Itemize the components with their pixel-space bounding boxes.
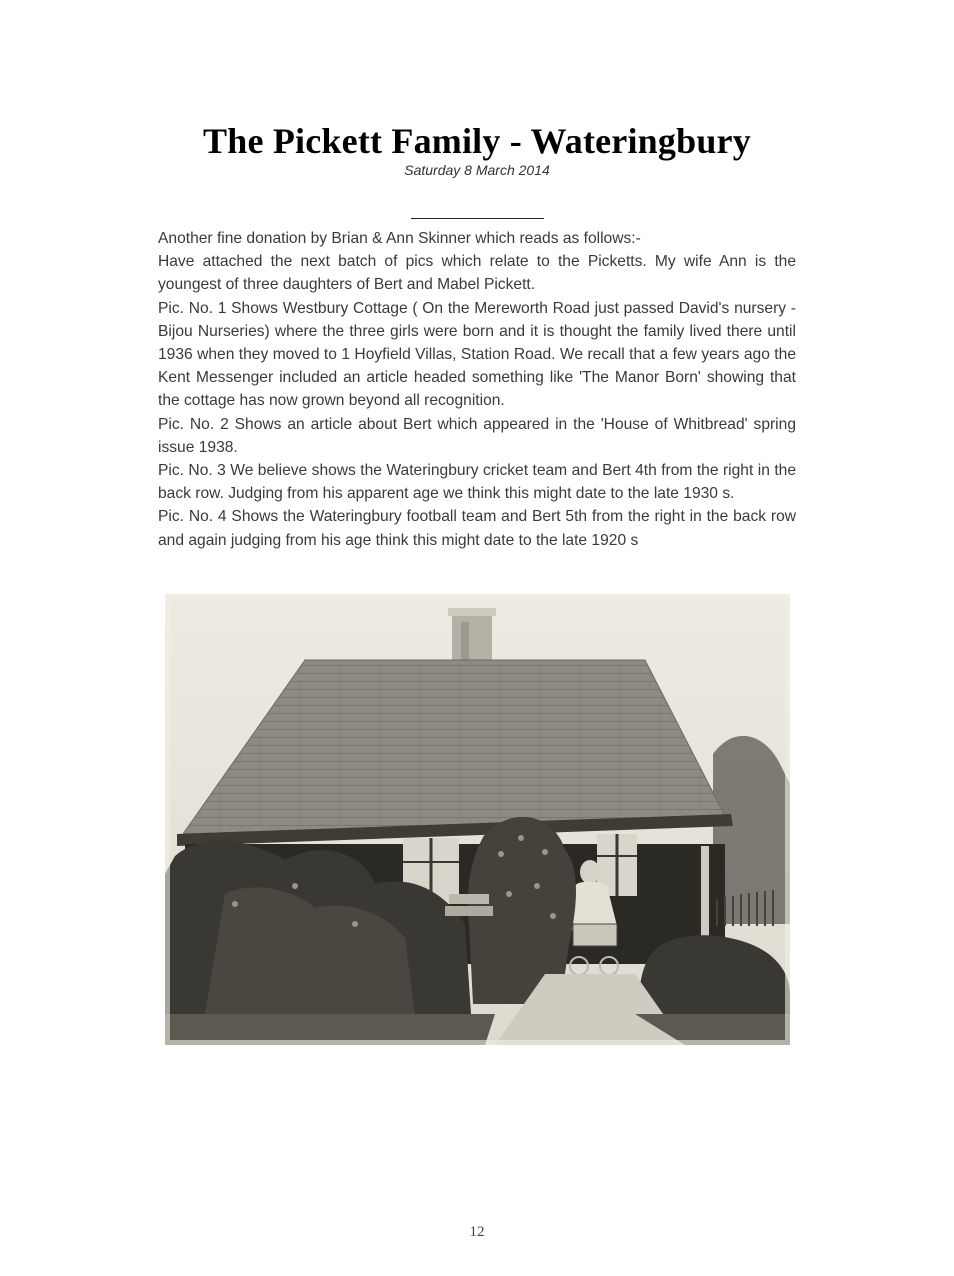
cottage-photo-illustration <box>165 594 790 1045</box>
post-date: Saturday 8 March 2014 <box>404 162 550 178</box>
paragraph-attached: Have attached the next batch of pics which relate to the Picketts. My wife Ann is the youngest of three daughters of Bert and Mabel Pickett. <box>158 253 796 294</box>
paragraph-pic-2: Pic. No. 2 Shows an article about Bert which appeared in the 'House of Whitbread' spring issue 1938. <box>158 415 796 456</box>
page-number: 12 <box>469 1224 485 1240</box>
article-body <box>158 227 796 552</box>
cottage-photo <box>165 594 790 1045</box>
divider <box>411 218 544 219</box>
paragraph-pic-4: Pic. No. 4 Shows the Wateringbury football team and Bert 5th from the right in the back row and again judging from his age think this might date to the late 1920 s <box>158 508 796 549</box>
page-title: The Pickett Family - Wateringbury <box>203 121 751 161</box>
paragraph-pic-3: Pic. No. 3 We believe shows the Wateringbury cricket team and Bert 4th from the right in the back row. Judging from his apparent age we think this might date to the late 1930 s. <box>158 462 796 503</box>
paragraph-intro: Another fine donation by Brian & Ann Skinner which reads as follows:- <box>158 230 641 247</box>
paragraph-pic-1: Pic. No. 1 Shows Westbury Cottage ( On the Mereworth Road just passed David's nursery - Bijou Nurseries) where the three girls were born and it is thought the family lived there until 1936 when they moved to 1 Hoyfield Villas, Station Road. We recall that a few years ago the Kent Messenger included an article headed something like 'The Manor Born' showing that the cottage has now grown beyond all recognition. <box>158 299 796 410</box>
